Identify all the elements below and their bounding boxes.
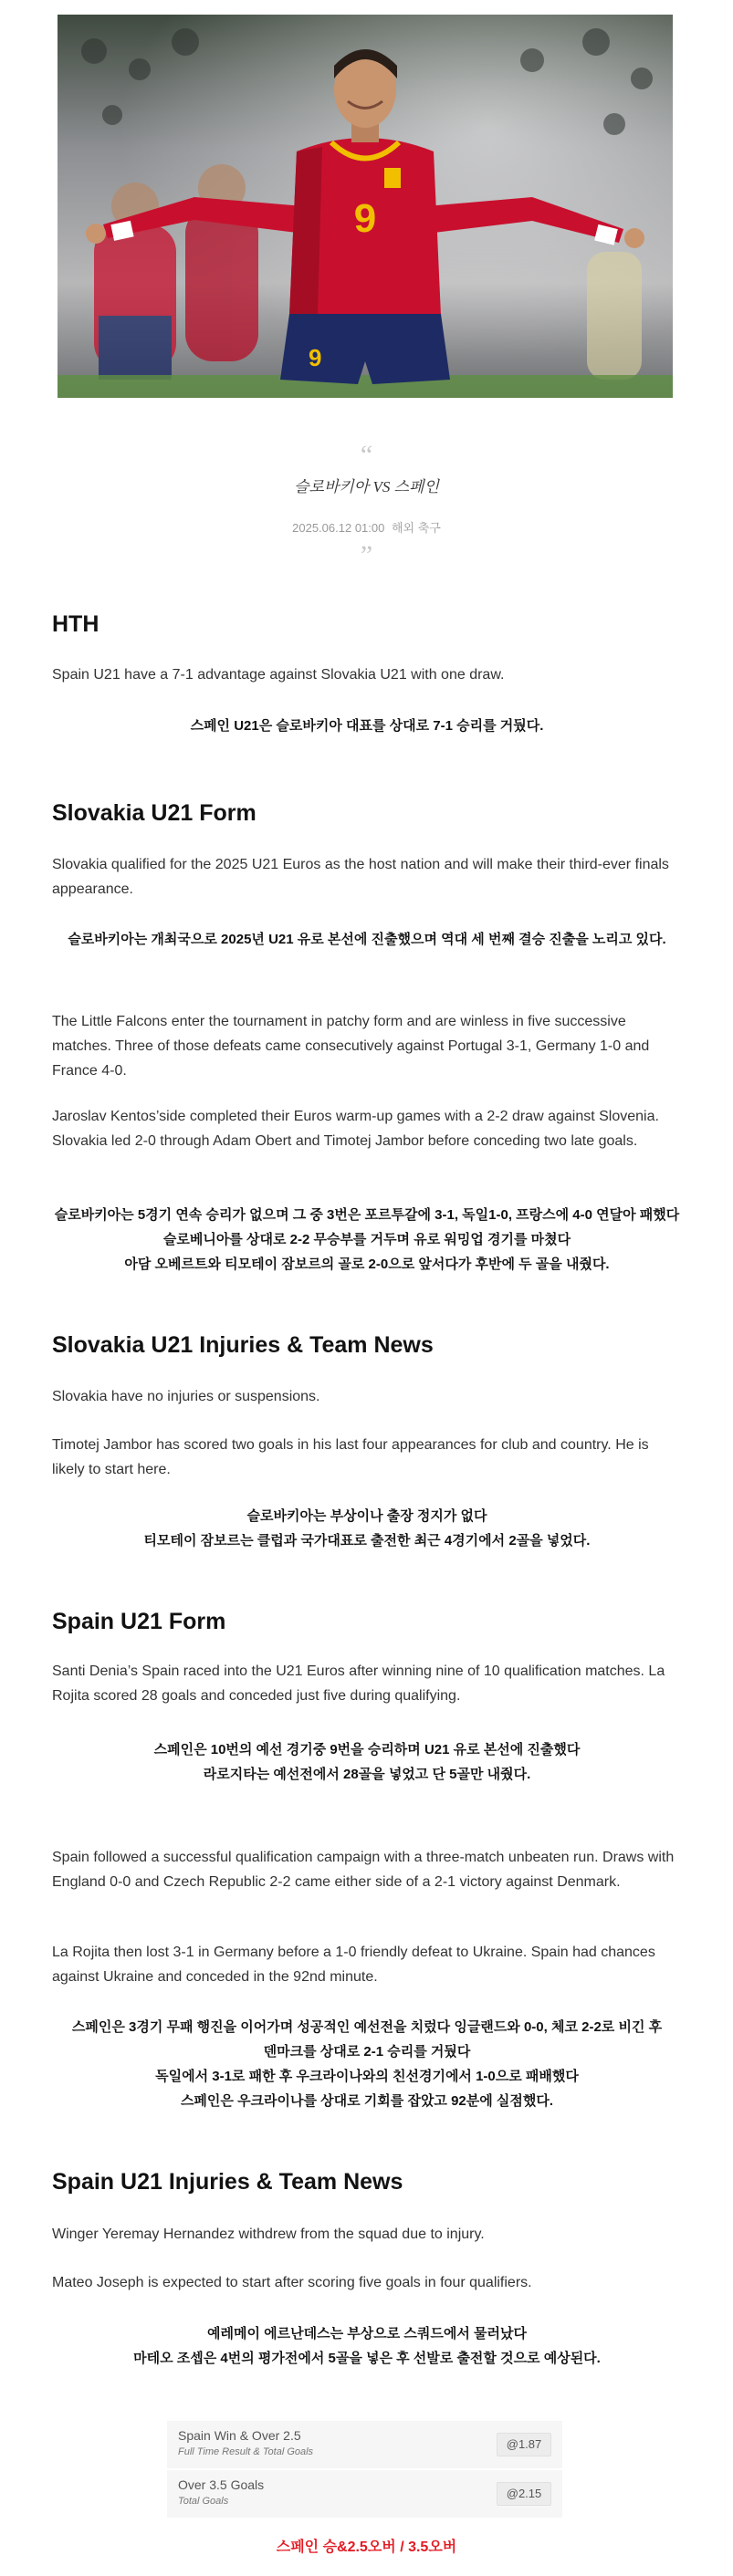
hero-image xyxy=(58,15,673,398)
svg-text:9: 9 xyxy=(353,196,377,241)
odds-market-name: Full Time Result & Total Goals xyxy=(178,2446,314,2457)
hth-korean-summary xyxy=(52,714,682,738)
spain-news-korean xyxy=(52,2321,682,2371)
korean-line: 슬로바키아는 개최국으로 2025년 U21 유로 본선에 진출했으며 역대 세 번째 결승 진출을 노리고 있다. xyxy=(68,932,666,947)
quote-open-icon: “ xyxy=(360,440,373,470)
korean-line: 티모테이 잠보르는 클럽과 국가대표로 출전한 최근 4경기에서 2골을 넣었다. xyxy=(143,1533,591,1549)
korean-line: 슬로바키아는 부상이나 출장 정지가 없다 xyxy=(246,1508,487,1524)
korean-line: 스페인 U21은 슬로바키아 대표를 상대로 7-1 승리를 거뒀다. xyxy=(190,718,544,734)
match-title: 슬로바키아 VS 스페인 xyxy=(294,478,439,495)
slovakia-form-paragraph-3: Jaroslav Kentos’side completed their Euros warm-up games with a 2-2 draw against Slovenia. Slovakia led 2-0 through Adam Obert and Timotej Jambor before conceding two late goals. xyxy=(52,1109,659,1149)
slovakia-form-paragraph-1: Slovakia qualified for the 2025 U21 Euros as the host nation and will make their third-ever finals appearance. xyxy=(52,857,669,897)
korean-line: 덴마크를 상대로 2-1 승리를 거뒀다 xyxy=(263,2044,471,2060)
korean-line: 슬로바키아는 5경기 연속 승리가 없으며 그 중 3번은 포르투갈에 3-1, 독일1-0, 프랑스에 4-0 연달아 패했다 xyxy=(54,1207,680,1223)
korean-line: 라로지타는 예선전에서 28골을 넣었고 단 5골만 내줬다. xyxy=(203,1767,531,1782)
slovakia-news-paragraph-2: Timotej Jambor has scored two goals in his last four appearances for club and country. He is likely to start here. xyxy=(52,1437,649,1477)
slovakia-form-paragraph-2: The Little Falcons enter the tournament in patchy form and are winless in five successive matches. Three of those defeats came consecutively against Portugal 3-1, Germany 1-0 and France 4-0. xyxy=(52,1014,650,1079)
odds-row xyxy=(167,2470,562,2518)
section-heading-slovakia-form: Slovakia U21 Form xyxy=(52,800,257,826)
korean-line: 슬로베니아를 상대로 2-2 무승부를 거두며 유로 워밍업 경기를 마쳤다 xyxy=(162,1232,571,1247)
odds-selection-name: Over 3.5 Goals xyxy=(178,2477,265,2492)
korean-line: 아담 오베르트와 티모테이 잠보르의 골로 2-0으로 앞서다가 후반에 두 골을 내줬다. xyxy=(124,1257,610,1272)
spain-form-paragraph-3: La Rojita then lost 3-1 in Germany before a 1-0 friendly defeat to Ukraine. Spain had chances against Ukraine and conceded in the 92nd minute. xyxy=(52,1945,655,1985)
match-category: 해외 축구 xyxy=(391,521,441,535)
korean-line: 스페인은 3경기 무패 행진을 이어가며 성공적인 예선전을 치렀다 잉글랜드와 0-0, 체코 2-2로 비긴 후 xyxy=(71,2019,663,2035)
final-pick: 스페인 승&2.5오버 / 3.5오버 xyxy=(276,2539,457,2555)
hth-paragraph: Spain U21 have a 7-1 advantage against Slovakia U21 with one draw. xyxy=(52,667,505,683)
slovakia-form-korean-2 xyxy=(52,1203,682,1277)
spain-news-paragraph-2: Mateo Joseph is expected to start after scoring five goals in four qualifiers. xyxy=(52,2275,532,2290)
slovakia-form-korean-1 xyxy=(52,927,682,952)
section-heading-hth: HTH xyxy=(52,611,99,637)
spain-form-paragraph-2: Spain followed a successful qualification campaign with a three-match unbeaten run. Draws with England 0-0 and Czech Republic 2-2 came either side of a 2-1 victory against Denmark. xyxy=(52,1850,675,1890)
player-celebration-illustration xyxy=(58,15,673,398)
match-datetime: 2025.06.12 01:00 xyxy=(292,521,385,535)
korean-line: 예레메이 에르난데스는 부상으로 스쿼드에서 물러났다 xyxy=(207,2326,527,2341)
slovakia-news-korean xyxy=(52,1504,682,1553)
odds-row xyxy=(167,2421,562,2468)
spain-form-korean-2 xyxy=(52,2015,682,2113)
odds-selection-name: Spain Win & Over 2.5 xyxy=(178,2428,301,2443)
match-meta xyxy=(0,518,733,536)
korean-line: 마테오 조셉은 4번의 평가전에서 5골을 넣은 후 선발로 출전할 것으로 예상된다. xyxy=(133,2351,601,2366)
section-heading-spain-form: Spain U21 Form xyxy=(52,1609,226,1634)
svg-text:9: 9 xyxy=(309,344,322,371)
odds-market-name: Total Goals xyxy=(178,2496,229,2507)
spain-form-korean-1 xyxy=(52,1737,682,1787)
spain-news-paragraph-1: Winger Yeremay Hernandez withdrew from the squad due to injury. xyxy=(52,2227,485,2242)
korean-line: 독일에서 3-1로 패한 후 우크라이나와의 친선경기에서 1-0으로 패배했다 xyxy=(155,2069,579,2084)
korean-line: 스페인은 우크라이나를 상대로 기회를 잡았고 92분에 실점했다. xyxy=(180,2093,554,2109)
quote-close-icon: ” xyxy=(360,540,373,570)
odds-price-button[interactable]: @2.15 xyxy=(497,2482,551,2506)
korean-line: 스페인은 10번의 예선 경기중 9번을 승리하며 U21 유로 본선에 진출했다 xyxy=(153,1742,581,1757)
odds-price-button[interactable]: @1.87 xyxy=(497,2433,551,2456)
section-heading-spain-news: Spain U21 Injuries & Team News xyxy=(52,2169,403,2195)
section-heading-slovakia-news: Slovakia U21 Injuries & Team News xyxy=(52,1332,434,1358)
spain-form-paragraph-1: Santi Denia’s Spain raced into the U21 Euros after winning nine of 10 qualification matches. La Rojita scored 28 goals and conceded just five during qualifying. xyxy=(52,1663,665,1704)
slovakia-news-paragraph-1: Slovakia have no injuries or suspensions. xyxy=(52,1389,320,1404)
